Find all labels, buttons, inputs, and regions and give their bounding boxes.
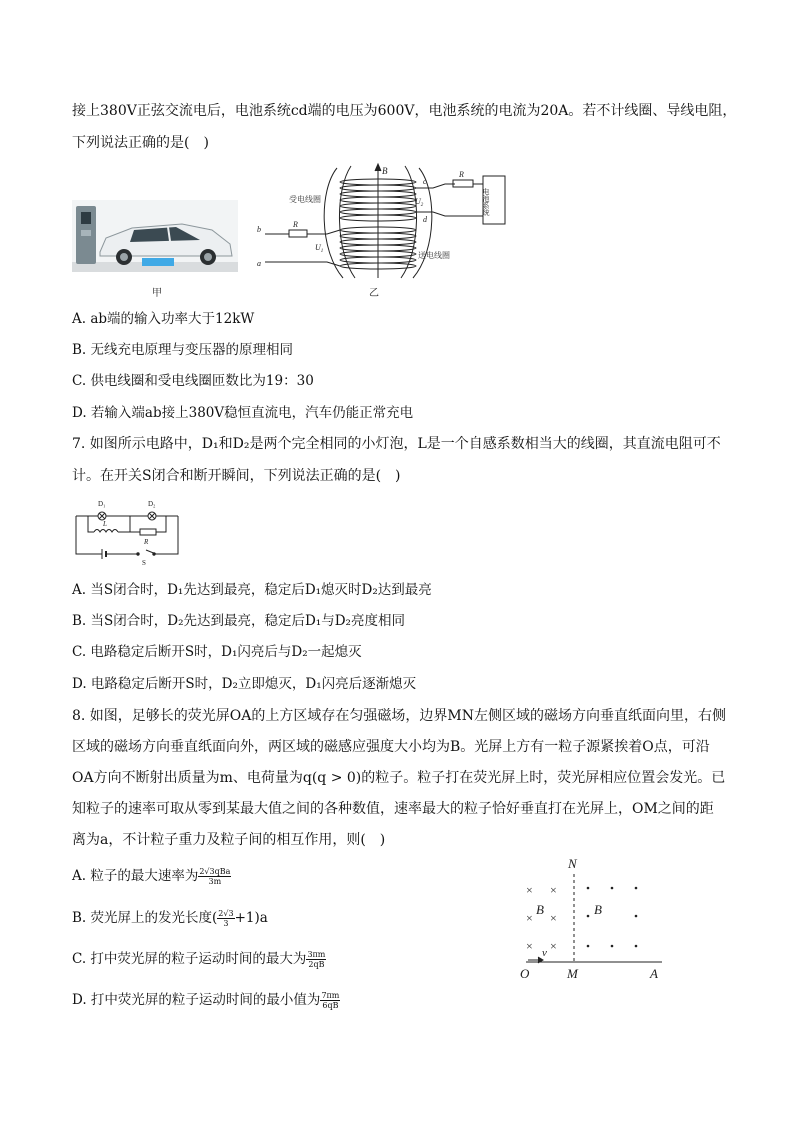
- q7-option-d: D. 电路稳定后断开S时，D₂立即熄灭，D₁闪亮后逐渐熄灭: [72, 676, 417, 692]
- svg-text:×: ×: [550, 883, 557, 897]
- q8-stem-line4: 知粒子的速率可取从零到某最大值之间的各种数值，速率最大的粒子恰好垂直打在光屏上，OM之间的距: [72, 801, 714, 817]
- label-R-output: R: [459, 170, 464, 179]
- label-a: a: [257, 259, 261, 268]
- q8-stem-line3: OA方向不断射出质量为m、电荷量为q(q > 0)的粒子。粒子打在荧光屏上时，荧光屏相应位置会发光。已: [72, 770, 726, 786]
- svg-text:×: ×: [550, 911, 557, 925]
- label-L: L: [103, 520, 107, 528]
- label-d: d: [423, 215, 427, 224]
- q7-option-b: B. 当S闭合时，D₂先达到最亮，稳定后D₁与D₂亮度相同: [72, 613, 405, 629]
- q6-figure-jia: [72, 200, 238, 300]
- svg-text:×: ×: [550, 939, 557, 953]
- label-S: S: [142, 559, 146, 566]
- inductor-L: [94, 530, 118, 533]
- label-v: v: [542, 947, 547, 959]
- label-send-coil: 送电线圈: [418, 251, 450, 260]
- q6-option-b: B. 无线充电原理与变压器的原理相同: [72, 342, 294, 358]
- svg-text:×: ×: [526, 883, 533, 897]
- fraction-a: $\frac{\text{2√3qBa}}{3m}$: [199, 867, 231, 886]
- label-B-right: B: [594, 902, 602, 917]
- fraction-d: $\frac{7\pi m}{6qB}$: [321, 991, 340, 1010]
- q8-magnetic-field-figure: [512, 852, 672, 988]
- label-c: c: [423, 177, 427, 186]
- label-receive-coil: 受电线圈: [289, 195, 321, 204]
- label-U2: $U_2$: [415, 197, 424, 208]
- q6-option-d: D. 若输入端ab接上380V稳恒直流电，汽车仍能正常充电: [72, 405, 414, 421]
- q8-stem-line1: 8. 如图，足够长的荧光屏OA的上方区域存在匀强磁场，边界MN左侧区域的磁场方向垂直纸面向里，右侧: [72, 708, 726, 724]
- q8-stem-line5: 离为a，不计粒子重力及粒子间的相互作用，则( ): [72, 832, 386, 848]
- q6-figure-yi: [255, 160, 525, 300]
- label-battery: 电池系统: [482, 188, 490, 216]
- label-M: M: [567, 966, 578, 981]
- q8-option-d: D. 打中荧光屏的粒子运动时间的最小值为 $\frac{7\pi m}{6qB}$: [72, 991, 340, 1010]
- q6-stem-line1: 接上380V正弦交流电后，电池系统cd端的电压为600V，电池系统的电流为20A。若不计线圈、导线电阻，: [72, 103, 737, 119]
- q7-stem-line1: 7. 如图所示电路中，D₁和D₂是两个完全相同的小灯泡，L是一个自感系数相当大的线圈，其直流电阻可不: [72, 436, 721, 452]
- label-D1: D₁: [98, 500, 106, 508]
- label-b: b: [257, 225, 261, 234]
- label-O: O: [520, 966, 530, 981]
- label-N: N: [568, 856, 577, 871]
- q7-option-c: C. 电路稳定后断开S时，D₁闪亮后与D₂一起熄灭: [72, 644, 362, 660]
- label-D2: D₂: [148, 500, 156, 508]
- svg-text:×: ×: [526, 939, 533, 953]
- label-R-input: R: [293, 220, 298, 229]
- q8-option-a: A. 粒子的最大速率为 $\frac{\text{2√3qBa}}{3m}$: [72, 867, 231, 886]
- fig-jia-label: 甲: [152, 288, 162, 299]
- label-A: A: [650, 966, 658, 981]
- fig-yi-label: 乙: [369, 288, 379, 299]
- q7-circuit-figure: [74, 494, 184, 566]
- q7-option-a: A. 当S闭合时，D₁先达到最亮，稳定后D₁熄灭时D₂达到最亮: [72, 582, 432, 598]
- charging-pad: [142, 258, 174, 266]
- label-R-q7: R: [144, 538, 149, 546]
- label-B: B: [382, 166, 388, 176]
- resistor-R-output: [453, 180, 473, 187]
- q8-option-c: C. 打中荧光屏的粒子运动时间的最大为 $\frac{3\pi m}{2qB}$: [72, 950, 326, 969]
- q6-option-c: C. 供电线圈和受电线圈匝数比为19：30: [72, 373, 314, 389]
- q7-stem-line2: 计。在开关S闭合和断开瞬间，下列说法正确的是( ): [72, 468, 401, 484]
- label-U1: $U_1$: [315, 243, 324, 254]
- resistor-R-input: [289, 230, 307, 237]
- q8-option-b: B. 荧光屏上的发光长度( $\frac{2√3}{3}$ +1)a: [72, 909, 268, 928]
- fraction-c: $\frac{3\pi m}{2qB}$: [307, 950, 326, 969]
- q8-stem-line2: 区域的磁场方向垂直纸面向外，两区域的磁感应强度大小均为B。光屏上方有一粒子源紧挨着O点，可沿: [72, 739, 710, 755]
- q6-stem-line2: 下列说法正确的是( ): [72, 135, 209, 151]
- q6-option-a: A. ab端的输入功率大于12kW: [72, 311, 255, 327]
- svg-text:×: ×: [526, 911, 533, 925]
- label-B-left: B: [536, 902, 544, 917]
- fraction-b: $\frac{2√3}{3}$: [218, 909, 234, 928]
- resistor-R: [140, 529, 156, 535]
